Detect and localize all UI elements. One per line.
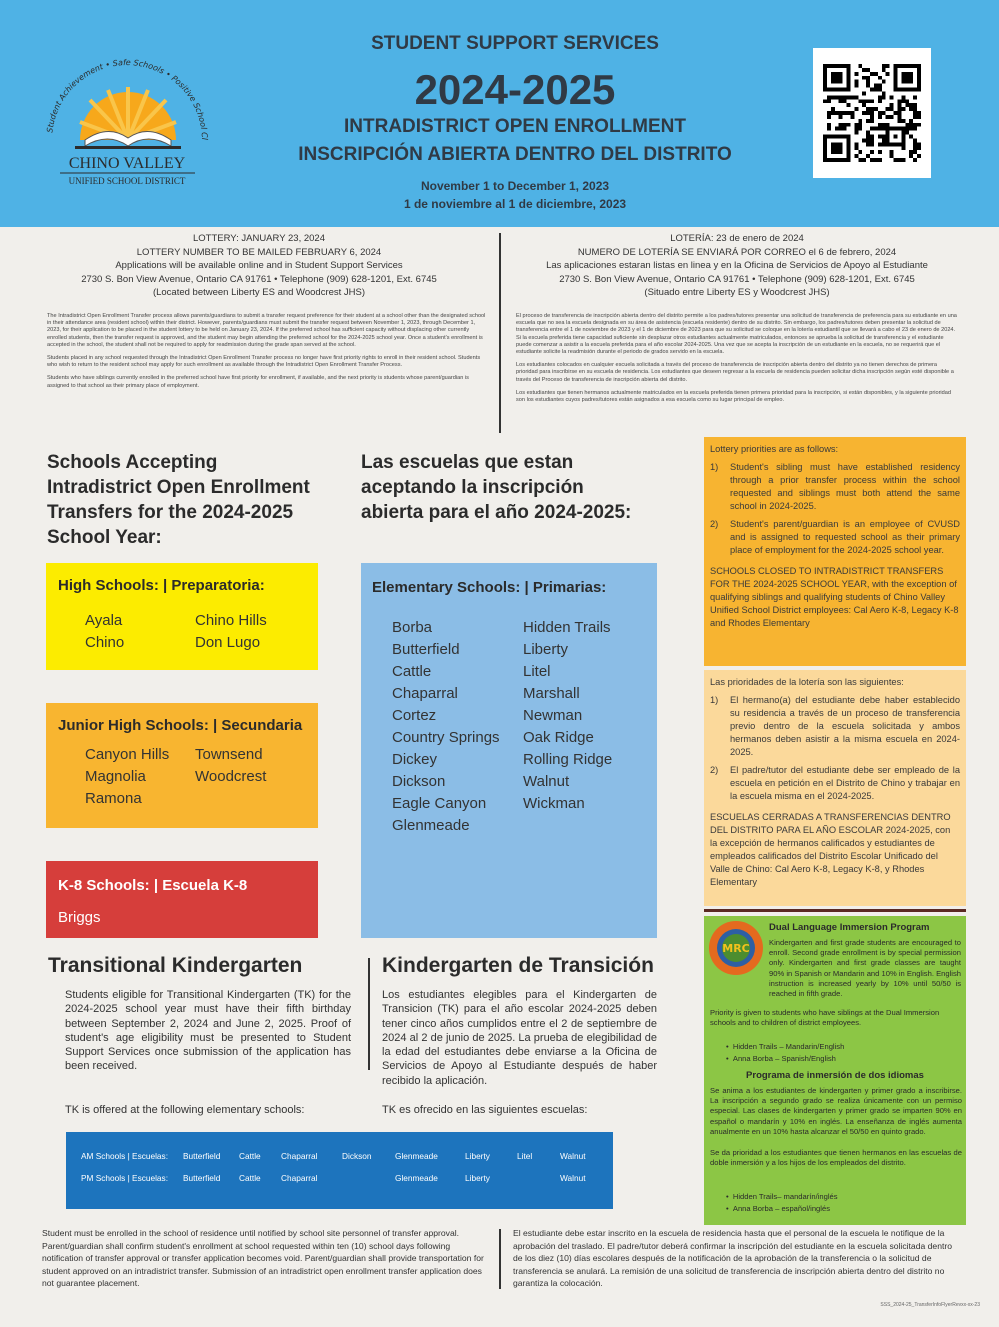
school-name: Country Springs: [392, 729, 500, 746]
lottery-title-es: Las prioridades de la lotería son las siguientes:: [710, 677, 904, 687]
lottery-item: 1) Student's sibling must have established residency through a prior transfer process within the school requested and siblings must both attend the same school in 2024-2025.: [710, 462, 960, 511]
lottery-date-en: LOTTERY: JANUARY 23, 2024: [192, 233, 325, 244]
school-name: Walnut: [523, 773, 570, 790]
document-code: SSS_2024-25_TransferInfoFlyerRevxx-xx-23: [880, 1302, 980, 1308]
school-name: Oak Ridge: [523, 729, 594, 746]
school-name: Butterfield: [183, 1173, 221, 1183]
header-date-es: 1 de noviembre al 1 de diciembre, 2023: [403, 197, 627, 211]
tk-body-en: Students eligible for Transitional Kindergarten (TK) for the 2024-2025 school year must have their fifth birthday between September 2, 2024 and June 2, 2025. Proof of student's age eligibility must be presented to Student Support Services once submission of the application has been received.: [65, 989, 351, 1073]
schools-accepting-heading-es: Las escuelas que estan aceptando la inscripción abierta para el año 2024-2025:: [361, 452, 632, 523]
dli-body-3: Se anima a los estudiantes de kindergarten y primer grado a inscribirse. La inscripción a segundo grado se realiza únicamente con un permiso especial. Las clases de kindergarten y primer grado se imparten 90% en español o mandarín y 10% en inglés. La enseñanza de inglés aumenta anualmente en un 10% hasta alcanzar el 50/50 en quinto grado.: [710, 1086, 962, 1136]
schools-accepting-heading: Schools Accepting Intradistrict Open Enrollment Transfers for the 2024-2025 School Year:: [47, 452, 310, 548]
dual-language-box: [704, 916, 966, 1225]
address-es: 2730 S. Bon View Avenue, Ontario CA 91761 • Telephone (909) 628-1201, Ext. 6745: [559, 273, 915, 285]
school-name: Chino Hills: [195, 612, 267, 629]
list-item: • Hidden Trails– mandarín/inglés: [726, 1192, 838, 1201]
junior-high-list: [85, 744, 306, 810]
school-name: Liberty: [465, 1173, 490, 1183]
school-name: Ayala: [85, 612, 123, 629]
school-name: Canyon Hills: [85, 746, 170, 763]
dli-body-1: Kindergarten and first grade students are encouraged to enroll. Second grade enrollment is by special permission only. Kindergarten and first grade classes are taught 90% in Spanish or Mandarin and 10% in English. English instruction is increased yearly by 10% until 50/50 is reached in fifth grade.: [769, 938, 961, 999]
column-divider: [499, 1229, 501, 1289]
school-name: Wickman: [523, 795, 585, 812]
header-date-en: November 1 to December 1, 2023: [420, 179, 610, 193]
info-es-body: [516, 313, 960, 410]
school-name: Cattle: [239, 1151, 261, 1161]
pm-label: PM Schools | Escuelas:: [81, 1173, 169, 1183]
school-name: Walnut: [560, 1173, 586, 1183]
school-name: Rolling Ridge: [523, 751, 613, 768]
applications-note-en: Applications will be available online and in Student Support Services: [115, 260, 403, 271]
mrc-logo-icon: [708, 920, 764, 976]
footer-note-en: Student must be enrolled in the school of residence until notified by school site personnel of transfer approval. Parent/guardian shall confirm student's enrollment at school requested within ten (10) school days following notification of transfer approval or transfer application becomes void. Parent/guardian shall provide transportation for student approved on an intradistrict transfer. Submission of an intradistrict open enrollment transfer application does not guarantee placement.: [42, 1228, 484, 1288]
high-schools-box: [46, 563, 318, 670]
lottery-item: 2) El padre/tutor del estudiante debe ser empleado de la escuela en petición en el Distrito de Chino y trabajar en la escuela misma en el 2024-2025.: [710, 765, 960, 801]
logo-name: CHINO VALLEY: [68, 155, 186, 172]
column-divider: [499, 233, 501, 433]
school-name: Liberty: [523, 641, 569, 658]
lottery-mail-date-es: NUMERO DE LOTERÍA SE ENVIARÁ POR CORREO el 6 de febrero, 2024: [577, 246, 897, 258]
lottery-title-en: Lottery priorities are as follows:: [710, 444, 839, 454]
school-name: Litel: [523, 663, 551, 680]
list-item: • Anna Borba – Spanish/English: [726, 1054, 836, 1064]
info-paragraph: Students placed in any school requested through the Intradistrict Open Enrollment Transfer process no longer have first priority rights to enroll in their resident school. Students who wish to return to the resident school may apply for such enrollment as available through the Intradistrict Open Enrollment Transfer Process.: [47, 355, 481, 369]
school-name: Butterfield: [183, 1151, 221, 1161]
lottery-mail-date-en: LOTTERY NUMBER TO BE MAILED FEBRUARY 6, 2024: [136, 246, 382, 258]
school-name: Borba: [392, 619, 433, 636]
lottery-item: 1) El hermano(a) del estudiante debe haber establecido su residencia a través de un proceso de transferencia previo dentro de la escuela solicitada y ambos hermanos deben asistir a la misma escuela en 2024-2025.: [710, 695, 960, 757]
k8-title: K-8 Schools: | Escuela K-8: [58, 877, 248, 894]
school-name: Magnolia: [85, 768, 146, 785]
school-name: Dickson: [392, 773, 446, 790]
high-schools-list: [85, 610, 306, 654]
school-name: Glenmeade: [392, 817, 470, 834]
school-name: Hidden Trails: [523, 619, 611, 636]
dli-body-4: Se da prioridad a los estudiantes que tienen hermanos en las escuelas de doble inmersión y a los hijos de los empleados del distrito.: [710, 1148, 962, 1168]
junior-high-box: [46, 703, 318, 828]
info-paragraph: Students who have siblings currently enrolled in the preferred school have first priority for enrollment, if available, and the next priority is students whose parent/guardian is assigned to that school as their primary place of employment.: [47, 375, 469, 389]
school-name: Walnut: [560, 1151, 586, 1161]
info-paragraph: El proceso de transferencia de inscripción abierta dentro del distrito permite a los padres/tutores presentar una solicitud de transferencia de preferencia para su estudiante en una escuela que no sea la escuela designada en su área de asistencia (escuela residente) dentro de su distrito. Sin embargo, los padres/tutores deben presentar la solicitud de transferencia entre el 1 de noviembre de 2023 y el 1 de diciembre de 2023 para que su solicitud se coloque en la lotería estudiantil que se llevará a cabo el 23 de enero de 2024. Si la escuela preferida tiene capacidad suficiente sin desplazar otros estudiantes actualmente matriculados, entonces se aprueba la solicitud de transferencia y el estudiante puede comenzar a asistir a la escuela preferida para el año escolar 2024-2025. Una vez que se acepta la inscripción de un estudiante en la escuela, no se requerirá que el estudiante solicite la readmisión durante el periodo de grados servido en la escuela.: [516, 313, 957, 356]
tk-heading-es: Kindergarten de Transición: [382, 954, 654, 977]
qr-code[interactable]: [813, 48, 931, 178]
dli-list-en: [726, 1042, 844, 1064]
school-name: Townsend: [195, 746, 263, 763]
tk-offered-es: TK es ofrecido en las siguientes escuelas:: [382, 1104, 588, 1116]
header-title-es: INSCRIPCIÓN ABIERTA DENTRO DEL DISTRITO: [298, 144, 732, 165]
junior-high-title: Junior High Schools: | Secundaria: [58, 717, 303, 734]
applications-note-es: Las aplicaciones estaran listas en linea y en la Oficina de Servicios de Apoyo al Estudiante: [546, 260, 928, 271]
tk-heading: Transitional Kindergarten: [48, 954, 303, 977]
school-name: Dickey: [392, 751, 438, 768]
school-name: Newman: [523, 707, 583, 724]
header-title-en: INTRADISTRICT OPEN ENROLLMENT: [344, 116, 686, 137]
section-divider: [704, 909, 966, 912]
list-item: • Anna Borba – español/inglés: [726, 1204, 830, 1214]
list-item: • Hidden Trails – Mandarin/English: [726, 1042, 845, 1051]
logo-subtitle: UNIFIED SCHOOL DISTRICT: [68, 176, 186, 186]
dli-body-2: Priority is given to students who have siblings at the Dual Immersion schools and to children of district employees.: [710, 1008, 940, 1028]
elementary-title: Elementary Schools: | Primarias:: [372, 579, 607, 596]
dli-list-es: [726, 1192, 838, 1214]
info-paragraph: Los estudiantes colocados en cualquier escuela solicitada a través del proceso de transferencia de inscripción abierta dentro del distrito ya no tienen derechos de primera prioridad para inscribirse en su escuela de residencia. Los estudiantes que deseen regresar a la escuela de residencia pueden solicitar dicha inscripción según esté disponible a través del Proceso de transferencia de inscripción abierta del distrito.: [516, 362, 954, 383]
footer-note-es: El estudiante debe estar inscrito en la escuela de residencia hasta que el personal de la escuela le notifique de la aprobación del traslado. El padre/tutor deberá confirmar la inscripción del estudiante en la escuela solicitada dentro de los diez (10) días escolares después de la notificación de la aprobación de la transferencia o la solicitud de transferencia se anulará. La remisión de una solicitud de transferencia de inscripción abierta dentro del distrito no garantiza la colocación.: [513, 1228, 953, 1288]
school-name: Ramona: [85, 790, 142, 807]
school-name: Chaparral: [392, 685, 458, 702]
tk-body-es: Los estudiantes elegibles para el Kindergarten de Transicion (TK) para el año escolar 2024-2025 deben tener cinco años cumplidos entre el 2 de septiembre de 2024 al 2 de junio de 2025. La prueba de elegibilidad de la edad del estudiantes debe enviarse a la Oficina de Servicios de Apoyo al Estudiante después de haber recibido la aplicación.: [382, 989, 657, 1087]
school-name: Dickson: [342, 1151, 372, 1161]
header-year: 2024-2025: [414, 66, 616, 113]
tk-schools-box: [66, 1132, 613, 1209]
info-es-header: [512, 232, 962, 300]
lottery-date-es: LOTERÍA: 23 de enero de 2024: [670, 233, 804, 244]
high-schools-title: High Schools: | Preparatoria:: [58, 577, 265, 594]
school-name: Glenmeade: [395, 1173, 438, 1183]
school-name: Chaparral: [281, 1173, 318, 1183]
k8-schools-box: [46, 861, 318, 938]
info-paragraph: Los estudiantes que tienen hermanos actualmente matriculados en la escuela preferida tienen primera prioridad para la inscripción, si están disponibles, y la siguiente prioridad son los estudiantes cuyos padres/tutores están asignados a esa escuela como su lugar principal de empleo.: [516, 389, 952, 404]
school-name: Marshall: [523, 685, 580, 702]
column-divider: [368, 958, 370, 1070]
school-name: Briggs: [58, 909, 101, 926]
school-name: Cattle: [239, 1173, 261, 1183]
location-note-es: (Situado entre Liberty ES y Woodcrest JHS): [644, 287, 830, 298]
elementary-schools-box: [361, 563, 657, 938]
school-name: Cortez: [392, 707, 437, 724]
dli-title-es: Programa de inmersión de dos idiomas: [746, 1070, 924, 1081]
lottery-item: 2) Student's parent/guardian is an employee of CVUSD and is assigned to requested school as their primary place of employment for the 2024-2025 school year.: [710, 519, 960, 555]
location-note-en: (Located between Liberty ES and Woodcrest JHS): [152, 287, 366, 298]
school-name: [523, 815, 663, 837]
elementary-list: [392, 617, 646, 837]
school-name: Cattle: [392, 663, 432, 680]
mrc-logo-text: MRC: [722, 942, 750, 955]
school-name: Liberty: [465, 1151, 490, 1161]
am-label: AM Schools | Escuelas:: [81, 1151, 169, 1161]
info-en-header: [34, 232, 484, 300]
school-name: Woodcrest: [195, 768, 267, 785]
closed-schools-es: ESCUELAS CERRADAS A TRANSFERENCIAS DENTRO DEL DISTRITO PARA EL AÑO ESCOLAR 2024-2025, con la excepción de hermanos calificados y estudiantes de empleados calificados del Distrito Escolar Unificado del Valle de Chino: Cal Aero K-8, Legacy K-8, y Rhodes Elementary: [710, 812, 951, 887]
school-name: [195, 788, 315, 810]
header-title: STUDENT SUPPORT SERVICES: [371, 33, 659, 54]
school-name: Chino: [85, 634, 125, 651]
dli-title: Dual Language Immersion Program: [769, 922, 930, 933]
closed-schools-en: SCHOOLS CLOSED TO INTRADISTRICT TRANSFERS FOR THE 2024-2025 SCHOOL YEAR, with the exception of qualifying siblings and qualifying students of Chino Valley Unified School District employees: Cal Aero K-8, Legacy K-8 and Rhodes Elementary: [710, 566, 959, 628]
tk-offered-en: TK is offered at the following elementary schools:: [65, 1104, 305, 1116]
school-name: Litel: [517, 1151, 533, 1161]
info-en-body: [47, 313, 489, 396]
school-name: Don Lugo: [195, 634, 261, 651]
lottery-priorities-es: [704, 670, 966, 906]
school-name: Chaparral: [281, 1151, 318, 1161]
school-name: Glenmeade: [395, 1151, 438, 1161]
logo-ring-text: Student Achievement • Safe Schools • Positive School Cl: [45, 57, 210, 141]
lottery-priorities-en: [704, 437, 966, 666]
school-name: Eagle Canyon: [392, 795, 487, 812]
district-logo: [30, 42, 225, 192]
address-en: 2730 S. Bon View Avenue, Ontario CA 91761 • Telephone (909) 628-1201, Ext. 6745: [81, 273, 437, 285]
info-paragraph: The Intradistrict Open Enrollment Transfer process allows parents/guardians to submit a transfer request preference for their student at a school other than the designated school in their attendance area (resident school) within their district. However, parents/guardians must submit the transfer request between November 1, 2023, through December 1, 2023, for their application to be placed in the student lottery to be held on January 23, 2024. If the preferred school has sufficient capacity without displacing other currently enrolled students, then the transfer request is approved, and the student may begin attending the preferred school for the 2024-2025 school year. Once a student's enrollment is accepted in the school, the student shall not be required to apply for readmission during the grade span served at the school.: [47, 313, 486, 348]
school-name: Butterfield: [392, 641, 460, 658]
